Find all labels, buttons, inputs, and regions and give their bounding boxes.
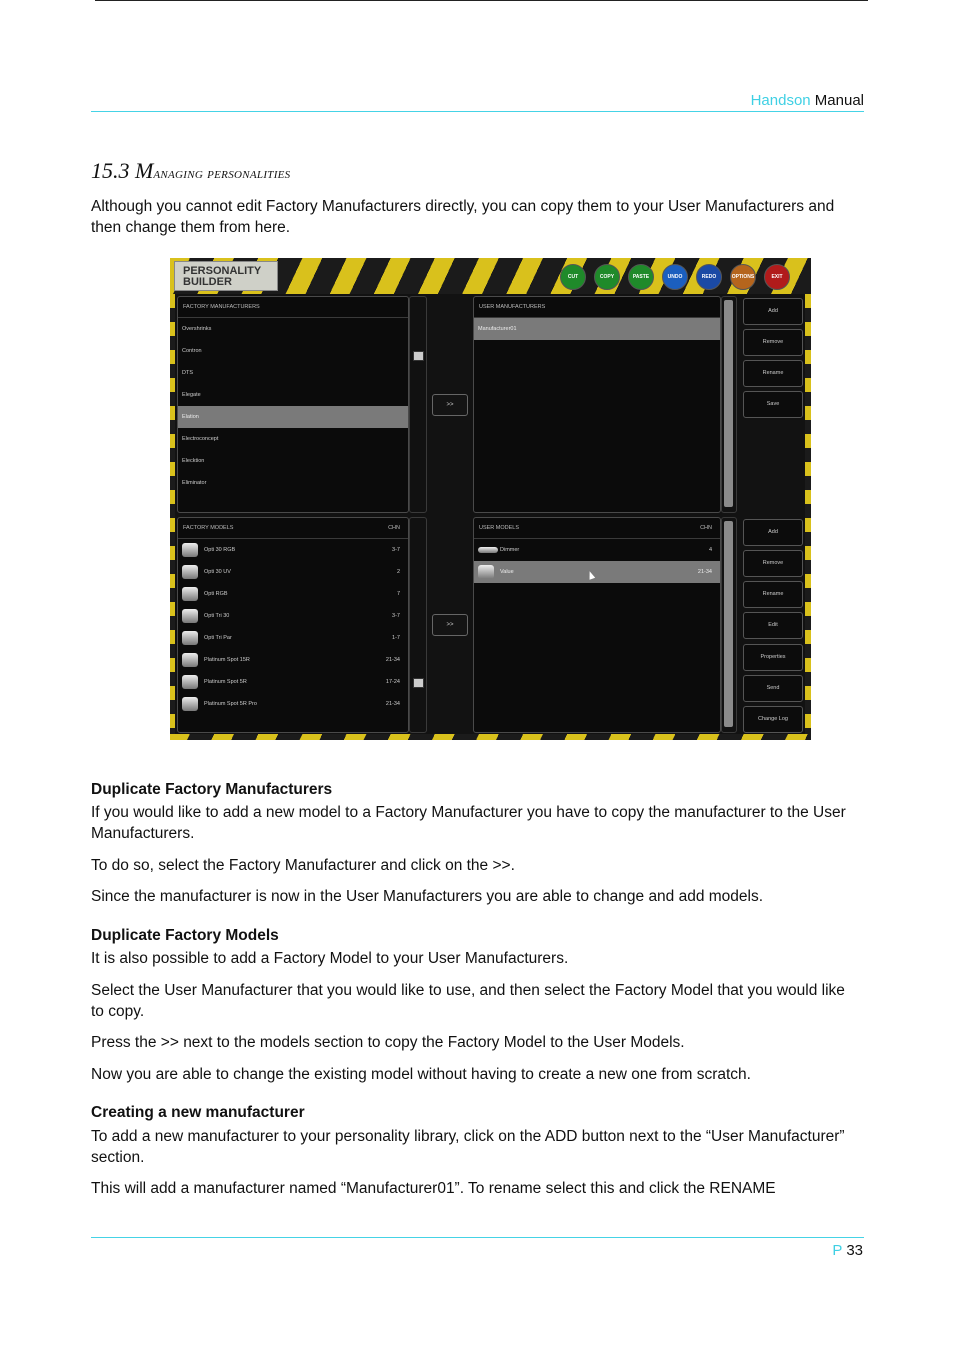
list-item: Electroconcept: [182, 436, 219, 442]
user-models-header: [474, 518, 720, 539]
manufacturer-remove-button: Remove: [743, 329, 803, 356]
model-chn: 21-34: [385, 701, 400, 707]
model-name: Opti Tri 30: [204, 613, 230, 619]
dup-models-p1: It is also possible to add a Factory Model to your User Manufacturers.: [91, 950, 569, 967]
model-chn: 17-24: [385, 679, 400, 685]
fixture-icon: [182, 565, 198, 579]
footer-rule: [91, 1237, 864, 1238]
hazard-stripe-bottom: [170, 734, 811, 740]
scroll-handle: [413, 351, 424, 361]
fixture-icon: [182, 631, 198, 645]
factory-manufacturers-header: FACTORY MANUFACTURERS: [178, 297, 408, 318]
model-chn: 2: [396, 569, 400, 575]
logo-line2: BUILDER: [183, 276, 232, 288]
factory-models-chn-header: CHN: [388, 525, 400, 531]
user-models-header-label: USER MODELS: [479, 525, 520, 531]
dup-manufacturers-p3: Since the manufacturer is now in the User Manufacturers you are able to change and add models.: [91, 888, 764, 905]
list-item: Elecktion: [182, 458, 205, 464]
model-chn: 21-34: [697, 569, 712, 575]
new-manufacturer-heading: Creating a new manufacturer: [91, 1104, 305, 1121]
factory-models-panel: [177, 517, 409, 733]
manufacturer-save-button: Save: [743, 391, 803, 418]
fixture-icon: [182, 653, 198, 667]
fixture-icon: [182, 609, 198, 623]
top-rule: [95, 0, 868, 1]
user-manufacturers-header: USER MANUFACTURERS: [474, 297, 720, 318]
copy-button: COPY: [594, 264, 620, 290]
list-item-selected: Manufacturer01: [474, 318, 720, 340]
dup-manufacturers-p1: If you would like to add a new model to a Factory Manufacturer you have to copy the manufacturer to the User Manufacturers.: [91, 804, 846, 842]
model-chn: 21-34: [385, 657, 400, 663]
new-manufacturer-p1: To add a new manufacturer to your personality library, click on the ADD button next to the “User Manufacturer” section.: [91, 1128, 845, 1166]
fixture-icon: [182, 675, 198, 689]
model-add-button: Add: [743, 519, 803, 546]
model-name: Opti RGB: [204, 591, 228, 597]
table-row: [178, 583, 408, 605]
section-title: [91, 158, 290, 184]
page-number: [832, 1242, 863, 1259]
model-chn: 3-7: [392, 547, 400, 553]
factory-models-scrollbar: [409, 517, 427, 733]
model-name: Dimmer: [500, 547, 520, 553]
user-manufacturers-panel: [473, 296, 721, 513]
model-name: Opti 30 RGB: [204, 547, 236, 553]
model-chn: 7: [396, 591, 400, 597]
fixture-icon: [478, 547, 498, 553]
list-item: Contron: [182, 348, 202, 354]
model-name: Opti Tri Par: [204, 635, 232, 641]
list-item: Overshrinks: [182, 326, 212, 332]
table-row-selected: [474, 561, 720, 583]
manufacturer-add-button: Add: [743, 298, 803, 325]
user-manufacturers-scrollbar: [721, 296, 737, 513]
undo-button: UNDO: [662, 264, 688, 290]
dup-manufacturers-p2: To do so, select the Factory Manufacturer and click on the >>.: [91, 857, 515, 874]
list-item: Elegate: [182, 392, 201, 398]
dup-models-p3: Press the >> next to the models section to copy the Factory Model to the User Models.: [91, 1034, 685, 1051]
table-row: [178, 671, 408, 693]
copy-model-arrow-button: >>: [432, 614, 468, 636]
model-edit-button: Edit: [743, 612, 803, 639]
hazard-stripe-left: [170, 294, 175, 734]
running-header: [91, 92, 864, 112]
fixture-icon: [182, 587, 198, 601]
user-models-panel: [473, 517, 721, 733]
model-properties-button: Properties: [743, 644, 803, 671]
model-chn: 4: [708, 547, 712, 553]
personality-builder-screenshot: [170, 258, 811, 740]
factory-manufacturers-scrollbar: [409, 296, 427, 513]
section-first-letter: M: [135, 158, 154, 183]
options-button: OPTIONS: [730, 264, 756, 290]
factory-manufacturers-panel: [177, 296, 409, 513]
dup-manufacturers-heading: Duplicate Factory Manufacturers: [91, 781, 333, 798]
dup-models-p2: Select the User Manufacturer that you would like to use, and then select the Factory Model that you would like to copy.: [91, 982, 845, 1020]
table-row: [178, 693, 408, 715]
section-number: 15.3: [91, 158, 130, 183]
fixture-icon: [182, 543, 198, 557]
model-send-button: Send: [743, 675, 803, 702]
copy-manufacturer-arrow-button: >>: [432, 394, 468, 416]
model-name: Platinum Spot 15R: [204, 657, 250, 663]
model-name: Platinum Spot 5R Pro: [204, 701, 257, 707]
paste-button: PASTE: [628, 264, 654, 290]
dup-models-heading: Duplicate Factory Models: [91, 927, 279, 944]
factory-models-header-label: FACTORY MODELS: [183, 525, 234, 531]
personality-builder-logo: [174, 261, 278, 291]
hazard-stripe-right: [805, 294, 811, 734]
table-row: [178, 605, 408, 627]
model-chn: 1-7: [392, 635, 400, 641]
table-row: [474, 539, 720, 561]
fixture-icon: [478, 565, 494, 579]
model-rename-button: Rename: [743, 581, 803, 608]
header-label: Manual: [814, 92, 864, 109]
scroll-thumb: [724, 521, 733, 727]
exit-button: EXIT: [764, 264, 790, 290]
model-chn: 3-7: [392, 613, 400, 619]
page-number-value: 33: [846, 1242, 863, 1259]
fixture-icon: [182, 697, 198, 711]
table-row: [178, 539, 408, 561]
list-item-selected: Elation: [178, 406, 408, 428]
section-title-rest: anaging personalities: [153, 166, 291, 182]
list-item: DTS: [182, 370, 193, 376]
model-name: Opti 30 UV: [204, 569, 231, 575]
model-change-log-button: Change Log: [743, 706, 803, 733]
page-prefix: P: [832, 1242, 843, 1259]
cut-button: CUT: [560, 264, 586, 290]
user-models-chn-header: CHN: [700, 525, 712, 531]
scroll-handle: [413, 678, 424, 688]
user-models-scrollbar: [721, 517, 737, 733]
factory-models-header: [178, 518, 408, 539]
list-item: Eliminator: [182, 480, 207, 486]
intro-paragraph: Although you cannot edit Factory Manufacturers directly, you can copy them to your User Manufacturers and then change them from here.: [91, 198, 835, 236]
scroll-thumb: [724, 300, 733, 507]
table-row: [178, 649, 408, 671]
manufacturer-rename-button: Rename: [743, 360, 803, 387]
model-name: Platinum Spot 5R: [204, 679, 247, 685]
dup-models-p4: Now you are able to change the existing model without having to create a new one from scratch.: [91, 1066, 751, 1083]
new-manufacturer-p2: This will add a manufacturer named “Manufacturer01”. To rename select this and click the RENAME: [91, 1180, 776, 1197]
table-row: [178, 627, 408, 649]
table-row: [178, 561, 408, 583]
logo-line1: PERSONALITY: [183, 265, 262, 277]
header-brand: Handson: [750, 92, 811, 109]
model-remove-button: Remove: [743, 550, 803, 577]
redo-button: REDO: [696, 264, 722, 290]
model-name: Value: [500, 569, 514, 575]
